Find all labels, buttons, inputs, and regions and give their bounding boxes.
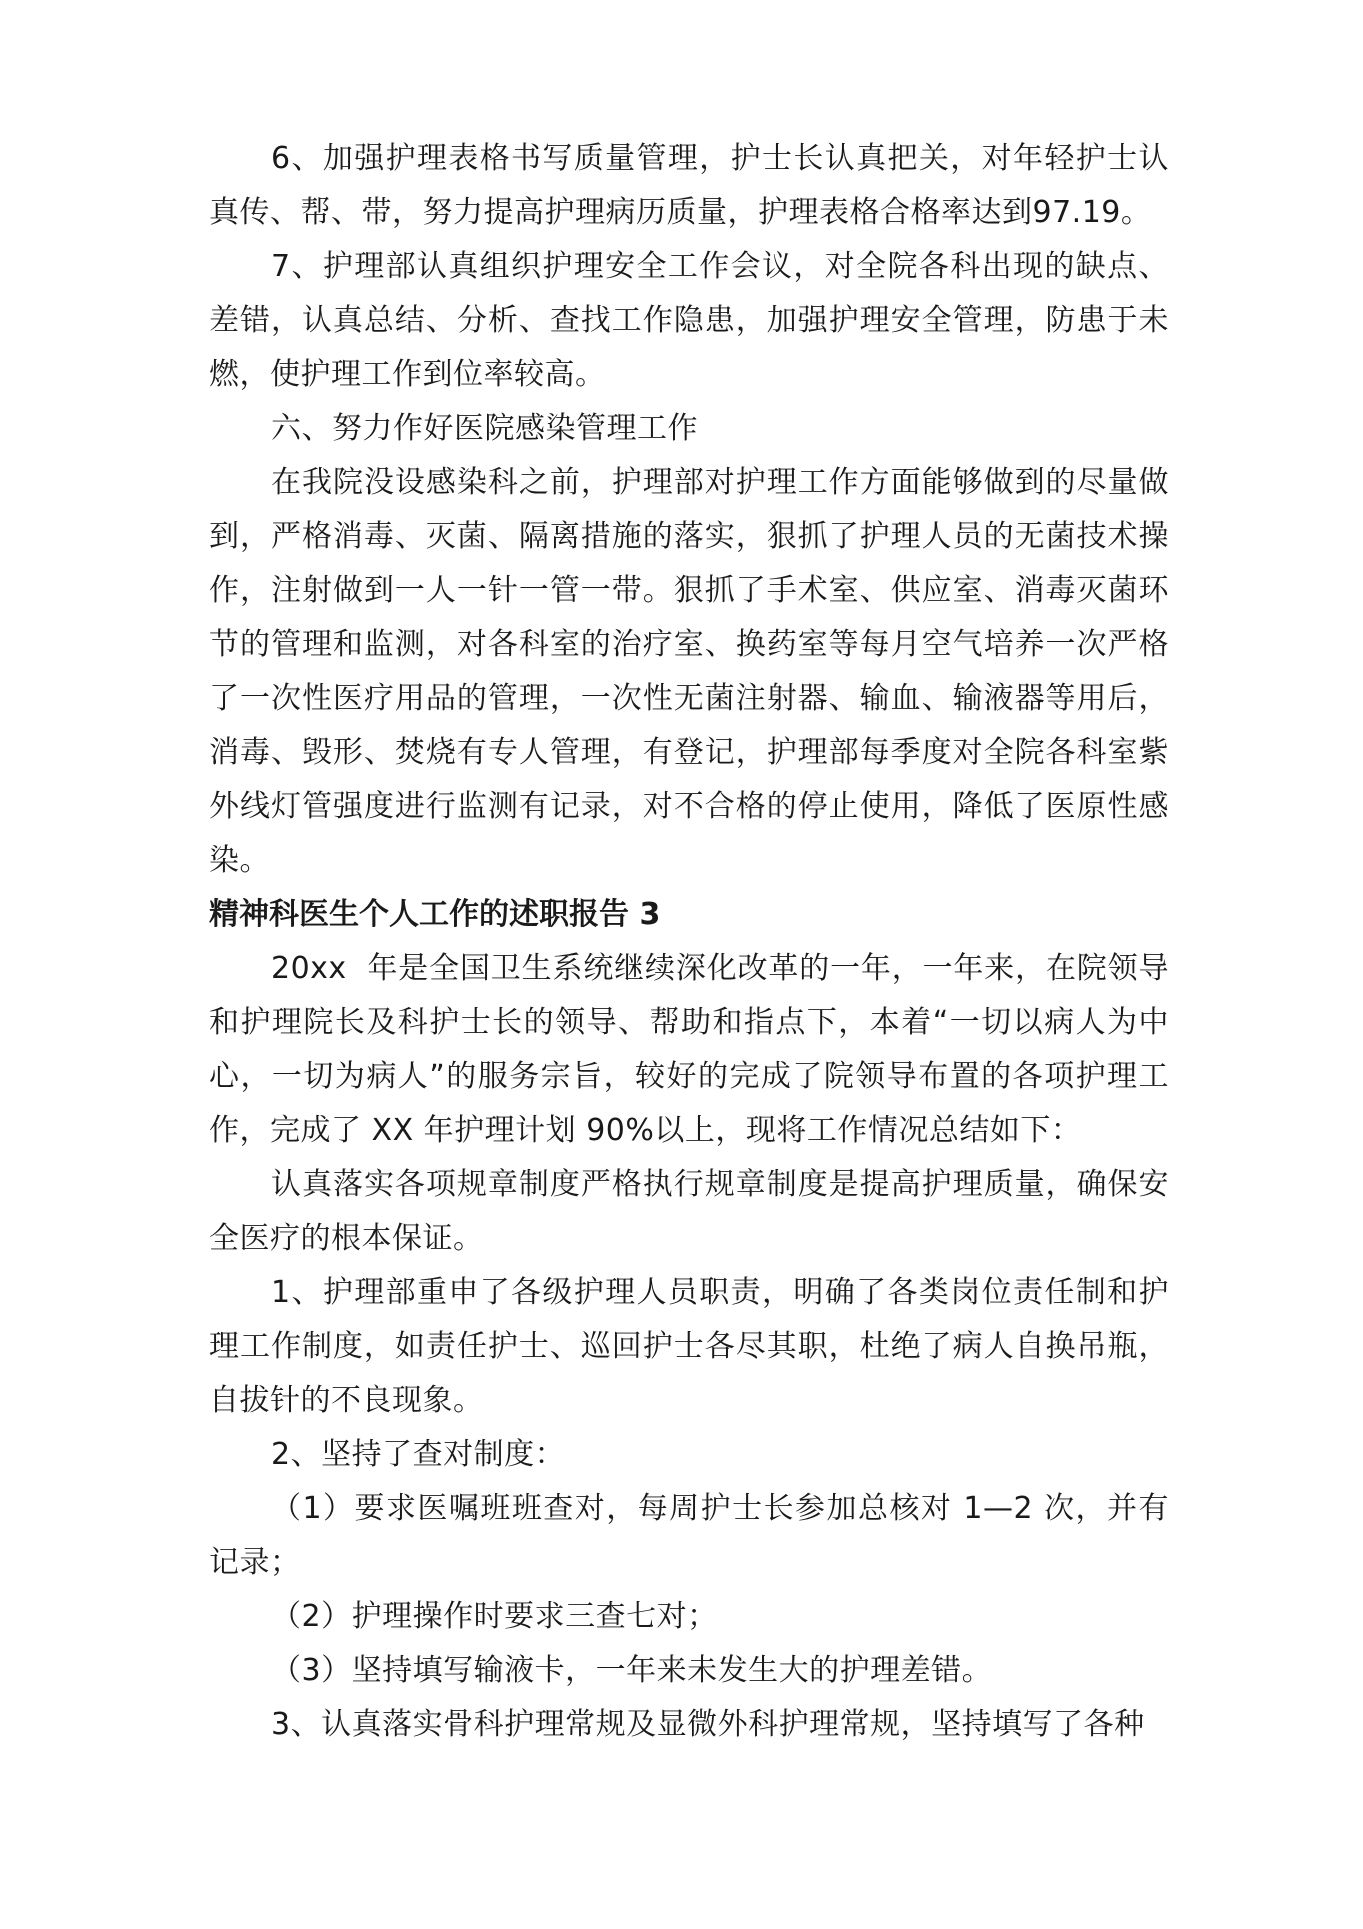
paragraph-item-2: 2、坚持了查对制度： [271, 1437, 566, 1472]
section-heading-infection: 六、努力作好医院感染管理工作 [271, 411, 698, 446]
paragraph-intro: 20xx 年是全国卫生系统继续深化改革的一年，一年来，在院领导和护理院长及科护士长的领导、帮助和指点下，本着“一切以病人为中心，一切为病人”的服务宗旨，较好的完成了院领导布置的各项护理工作，完成了 XX 年护理计划 90%以上，现将工作情况总结如下： [209, 951, 1169, 1148]
paragraph-subitem-2: （2）护理操作时要求三查七对； [271, 1599, 718, 1634]
report-title: 精神科医生个人工作的述职报告 3 [209, 897, 661, 932]
paragraph-infection-management: 在我院没设感染科之前，护理部对护理工作方面能够做到的尽量做到，严格消毒、灭菌、隔离措施的落实，狠抓了护理人员的无菌技术操作，注射做到一人一针一管一带。狠抓了手术室、供应室、消毒灭菌环节的管理和监测，对各科室的治疗室、换药室等每月空气培养一次严格了一次性医疗用品的管理，一次性无菌注射器、输血、输液器等用后，消毒、毁形、焚烧有专人管理，有登记，护理部每季度对全院各科室紫外线灯管强度进行监测有记录，对不合格的停止使用，降低了医原性感染。 [209, 465, 1169, 878]
paragraph-item-3: 3、认真落实骨科护理常规及显微外科护理常规，坚持填写了各种 [271, 1707, 1145, 1742]
paragraph-item-7: 7、护理部认真组织护理安全工作会议，对全院各科出现的缺点、差错，认真总结、分析、查找工作隐患，加强护理安全管理，防患于未燃，使护理工作到位率较高。 [209, 249, 1169, 392]
paragraph-subitem-1: （1）要求医嘱班班查对，每周护士长参加总核对 1—2 次，并有记录； [209, 1491, 1169, 1580]
paragraph-regulations: 认真落实各项规章制度严格执行规章制度是提高护理质量，确保安全医疗的根本保证。 [209, 1167, 1169, 1256]
paragraph-subitem-3: （3）坚持填写输液卡，一年来未发生大的护理差错。 [271, 1653, 993, 1688]
paragraph-item-1: 1、护理部重申了各级护理人员职责，明确了各类岗位责任制和护理工作制度，如责任护士、巡回护士各尽其职，杜绝了病人自换吊瓶，自拔针的不良现象。 [209, 1275, 1169, 1418]
paragraph-item-6: 6、加强护理表格书写质量管理，护士长认真把关，对年轻护士认真传、帮、带，努力提高护理病历质量，护理表格合格率达到97.19。 [209, 141, 1169, 230]
document-body [209, 132, 1169, 1752]
